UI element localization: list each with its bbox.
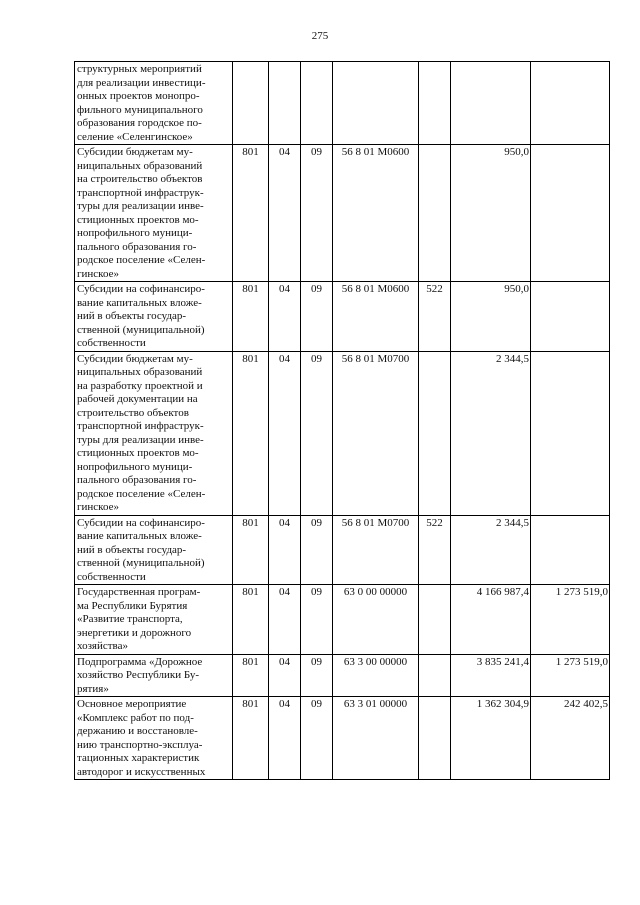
- item-name-cell: [75, 515, 233, 585]
- subsection-code-cell: 09: [301, 282, 333, 352]
- section-code-cell: 04: [269, 145, 301, 282]
- item-name-line: ниципальных образований: [77, 366, 203, 378]
- item-name-line: ственной (муниципальной): [77, 323, 205, 336]
- item-name-line: строительство объектов: [77, 406, 189, 419]
- amount-cell: 4 166 987,4: [451, 585, 531, 655]
- item-name-line: селение «Селенгинское»: [77, 130, 193, 143]
- subsection-code-cell: 09: [301, 585, 333, 655]
- table-row: [75, 654, 610, 697]
- expense-type-cell: [419, 145, 451, 282]
- amount-cell: 2 344,5: [451, 515, 531, 585]
- ministry-code-cell: 801: [233, 145, 269, 282]
- item-name-cell: [75, 145, 233, 282]
- item-name-line: транспортной инфраструк-: [77, 186, 204, 199]
- ministry-code-cell: 801: [233, 654, 269, 697]
- section-code-cell: 04: [269, 585, 301, 655]
- item-name-line: пального образования го-: [77, 474, 197, 486]
- target-article-cell: 63 0 00 00000: [333, 585, 419, 655]
- subsection-code-cell: 09: [301, 145, 333, 282]
- item-name-line: Подпрограмма «Дорожное: [77, 655, 203, 668]
- item-name-line: ний в объекты государ-: [77, 310, 187, 322]
- item-name-line: «Комплекс работ по под-: [77, 711, 194, 724]
- ministry-code-cell: 801: [233, 282, 269, 352]
- item-name-line: для реализации инвестици-: [77, 76, 206, 89]
- item-name-line: образования городское по-: [77, 117, 202, 129]
- item-name-line: Субсидии бюджетам му-: [77, 146, 193, 158]
- ministry-code-cell: 801: [233, 515, 269, 585]
- expense-type-cell: [419, 654, 451, 697]
- amount-cell: 950,0: [451, 145, 531, 282]
- target-article-cell: 56 8 01 М0600: [333, 282, 419, 352]
- expense-type-cell: 522: [419, 282, 451, 352]
- amount-second-cell: 1 273 519,0: [531, 654, 610, 697]
- item-name-line: нопрофильного муници-: [77, 460, 193, 473]
- expense-type-cell: [419, 351, 451, 515]
- target-article-cell: 63 3 01 00000: [333, 697, 419, 780]
- item-name-line: рятия»: [77, 682, 109, 695]
- amount-second-cell: 1 273 519,0: [531, 585, 610, 655]
- target-article-cell: 56 8 01 М0700: [333, 351, 419, 515]
- target-article-cell: 63 3 00 00000: [333, 654, 419, 697]
- item-name-line: хозяйства»: [77, 640, 128, 652]
- item-name-line: пального образования го-: [77, 240, 197, 253]
- amount-second-cell: [531, 282, 610, 352]
- ministry-code-cell: 801: [233, 697, 269, 780]
- item-name-line: Государственная програм-: [77, 586, 201, 598]
- item-name-line: фильного муниципального: [77, 103, 203, 116]
- amount-cell: [451, 62, 531, 145]
- expense-type-cell: [419, 585, 451, 655]
- item-name-cell: [75, 62, 233, 145]
- item-name-line: туры для реализации инве-: [77, 200, 204, 212]
- item-name-line: гинское»: [77, 267, 119, 280]
- section-code-cell: 04: [269, 351, 301, 515]
- item-name-line: вание капитальных вложе-: [77, 530, 202, 542]
- item-name-line: хозяйство Республики Бу-: [77, 669, 200, 681]
- item-name-cell: [75, 654, 233, 697]
- subsection-code-cell: 09: [301, 351, 333, 515]
- amount-second-cell: [531, 351, 610, 515]
- item-name-line: родское поселение «Селен-: [77, 254, 206, 266]
- table-row: [75, 282, 610, 352]
- amount-second-cell: [531, 145, 610, 282]
- subsection-code-cell: [301, 62, 333, 145]
- item-name-line: собственности: [77, 570, 146, 583]
- item-name-line: Субсидии на софинансиро-: [77, 283, 205, 295]
- subsection-code-cell: 09: [301, 515, 333, 585]
- table-row: [75, 585, 610, 655]
- budget-table: [74, 61, 610, 780]
- ministry-code-cell: 801: [233, 351, 269, 515]
- section-code-cell: 04: [269, 515, 301, 585]
- item-name-line: родское поселение «Селен-: [77, 487, 206, 500]
- target-article-cell: 56 8 01 М0600: [333, 145, 419, 282]
- amount-cell: 1 362 304,9: [451, 697, 531, 780]
- item-name-line: автодорог и искусственных: [77, 765, 206, 778]
- item-name-line: ственной (муниципальной): [77, 557, 205, 569]
- item-name-line: ма Республики Бурятия: [77, 599, 188, 612]
- table-row: [75, 62, 610, 145]
- item-name-line: онных проектов монопро-: [77, 90, 200, 102]
- target-article-cell: 56 8 01 М0700: [333, 515, 419, 585]
- section-code-cell: [269, 62, 301, 145]
- page-number: 275: [311, 30, 329, 42]
- item-name-line: тационных характеристик: [77, 752, 200, 764]
- item-name-line: стиционных проектов мо-: [77, 447, 199, 459]
- item-name-line: энергетики и дорожного: [77, 626, 192, 639]
- target-article-cell: [333, 62, 419, 145]
- amount-cell: 3 835 241,4: [451, 654, 531, 697]
- ministry-code-cell: [233, 62, 269, 145]
- item-name-cell: [75, 585, 233, 655]
- amount-cell: 2 344,5: [451, 351, 531, 515]
- table-row: [75, 515, 610, 585]
- expense-type-cell: [419, 697, 451, 780]
- item-name-line: Субсидии на софинансиро-: [77, 516, 205, 529]
- amount-cell: 950,0: [451, 282, 531, 352]
- item-name-cell: [75, 282, 233, 352]
- item-name-line: ний в объекты государ-: [77, 543, 187, 556]
- item-name-line: вание капитальных вложе-: [77, 296, 202, 309]
- item-name-line: держанию и восстановле-: [77, 725, 198, 737]
- amount-second-cell: [531, 515, 610, 585]
- item-name-line: гинское»: [77, 501, 119, 513]
- expense-type-cell: [419, 62, 451, 145]
- section-code-cell: 04: [269, 654, 301, 697]
- table-row: [75, 145, 610, 282]
- item-name-cell: [75, 351, 233, 515]
- item-name-line: Субсидии бюджетам му-: [77, 352, 193, 365]
- item-name-line: рабочей документации на: [77, 393, 198, 405]
- item-name-line: собственности: [77, 337, 146, 349]
- table-row: [75, 351, 610, 515]
- table-row: [75, 697, 610, 780]
- item-name-cell: [75, 697, 233, 780]
- item-name-line: на строительство объектов: [77, 173, 203, 185]
- item-name-line: структурных мероприятий: [77, 63, 202, 75]
- item-name-line: на разработку проектной и: [77, 379, 203, 392]
- subsection-code-cell: 09: [301, 654, 333, 697]
- item-name-line: Основное мероприятие: [77, 698, 187, 710]
- item-name-line: стиционных проектов мо-: [77, 213, 199, 226]
- section-code-cell: 04: [269, 697, 301, 780]
- amount-second-cell: [531, 62, 610, 145]
- ministry-code-cell: 801: [233, 585, 269, 655]
- expense-type-cell: 522: [419, 515, 451, 585]
- item-name-line: «Развитие транспорта,: [77, 613, 183, 625]
- section-code-cell: 04: [269, 282, 301, 352]
- item-name-line: туры для реализации инве-: [77, 433, 204, 446]
- item-name-line: ниципальных образований: [77, 159, 203, 172]
- item-name-line: транспортной инфраструк-: [77, 420, 204, 432]
- item-name-line: нию транспортно-эксплуа-: [77, 738, 203, 751]
- item-name-line: нопрофильного муници-: [77, 227, 193, 239]
- subsection-code-cell: 09: [301, 697, 333, 780]
- amount-second-cell: 242 402,5: [531, 697, 610, 780]
